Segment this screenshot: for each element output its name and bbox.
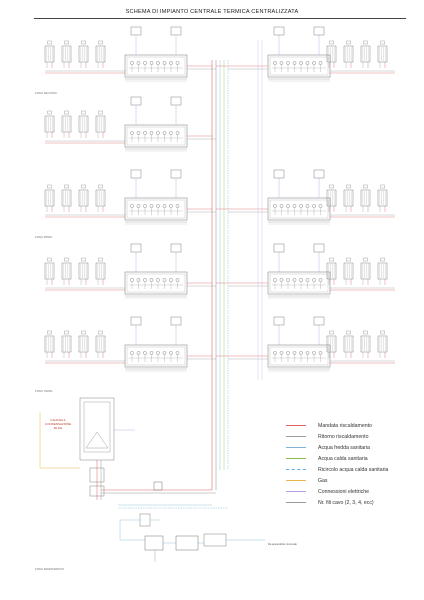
legend-item (286, 420, 416, 431)
unit-valve (150, 351, 153, 354)
unit-valve (312, 351, 315, 354)
meter-box (171, 97, 181, 105)
satellite-unit-left (125, 345, 187, 367)
unit-valve (286, 351, 289, 354)
legend-swatch (286, 491, 306, 492)
radiator (378, 336, 387, 352)
radiator-valve (364, 41, 368, 44)
radiator-valve (99, 185, 103, 188)
unit-valve (299, 61, 302, 64)
unit-valve (143, 278, 146, 281)
radiator (327, 336, 336, 352)
radiator-valve (347, 185, 351, 188)
legend-swatch (286, 458, 306, 459)
floor-label-middle: PIANO PRIMO (35, 236, 53, 239)
boiler-label-line: 60 kW (53, 426, 63, 430)
radiator-valve (82, 111, 86, 114)
radiator (62, 46, 71, 62)
floor-label-top: PIANO SECONDO (35, 92, 57, 95)
legend-label: Connessioni elettriche (318, 488, 370, 495)
unit-valve (299, 351, 302, 354)
unit-valve (163, 204, 166, 207)
unit-valve (319, 351, 322, 354)
unit-valve (306, 204, 309, 207)
radiator (361, 46, 370, 62)
unit-valve (143, 61, 146, 64)
radiator-valve (347, 41, 351, 44)
unit-valve (176, 61, 179, 64)
unit-valve (293, 204, 296, 207)
unit-valve (163, 351, 166, 354)
meter-box (171, 27, 181, 35)
satellite-unit-right (268, 345, 330, 367)
radiator-valve (82, 185, 86, 188)
water-meter-box (204, 534, 226, 546)
radiator-valve (330, 258, 334, 261)
unit-valve (156, 278, 159, 281)
unit-inner (127, 200, 185, 218)
legend-item (286, 431, 416, 442)
unit-valve (163, 61, 166, 64)
thermostat-box (274, 27, 284, 35)
radiator-valve (48, 185, 52, 188)
unit-valve (280, 278, 283, 281)
unit-valve (143, 351, 146, 354)
radiator-valve (364, 331, 368, 334)
radiator (327, 263, 336, 279)
unit-inner (270, 274, 328, 292)
unit-valve (156, 131, 159, 134)
radiator (344, 46, 353, 62)
unit-inner (127, 127, 185, 145)
radiator-valve (65, 258, 69, 261)
unit-valve (150, 204, 153, 207)
filter (140, 514, 150, 526)
page-title: SCHEMA DI IMPIANTO CENTRALE TERMICA CENTRALIZZATA (125, 9, 299, 15)
unit-valve (169, 131, 172, 134)
radiator (327, 46, 336, 62)
radiator (344, 336, 353, 352)
radiator (79, 263, 88, 279)
unit-valve (176, 278, 179, 281)
unit-valve (319, 278, 322, 281)
radiator (62, 116, 71, 132)
radiator-valve (99, 331, 103, 334)
meter-box (314, 317, 324, 325)
radiator-valve (48, 331, 52, 334)
flow-meter (154, 482, 162, 490)
unit-valve (130, 278, 133, 281)
radiator-valve (82, 41, 86, 44)
thermostat-box (131, 170, 141, 178)
meter-box (171, 244, 181, 252)
unit-valve (143, 204, 146, 207)
unit-valve (319, 61, 322, 64)
satellite-unit-right (268, 198, 330, 220)
legend-item (286, 475, 416, 486)
legend-item (286, 497, 416, 508)
unit-valve (306, 278, 309, 281)
radiator-valve (364, 258, 368, 261)
unit-valve (312, 61, 315, 64)
boiler-label-line: CALDAIA A (50, 418, 66, 422)
satellite-unit-left (125, 125, 187, 147)
radiator (79, 46, 88, 62)
unit-valve (280, 351, 283, 354)
radiator-valve (330, 331, 334, 334)
radiator (378, 190, 387, 206)
unit-valve (286, 278, 289, 281)
radiator-valve (48, 111, 52, 114)
satellite-unit-right (268, 272, 330, 294)
legend-label: Nr. fili cavo (2, 3, 4, ecc) (318, 499, 374, 506)
unit-valve (280, 61, 283, 64)
radiator (344, 263, 353, 279)
radiator-valve (48, 258, 52, 261)
thermostat-box (274, 244, 284, 252)
radiator (79, 336, 88, 352)
unit-valve (293, 351, 296, 354)
unit-valve (137, 351, 140, 354)
thermostat-box (274, 317, 284, 325)
unit-valve (176, 131, 179, 134)
legend-label: Ritorno riscaldamento (318, 433, 369, 440)
floor-label-basement: PIANO SEMINTERRATO (35, 568, 65, 571)
legend (286, 420, 416, 508)
radiator (96, 263, 105, 279)
unit-valve (137, 204, 140, 207)
legend-swatch (286, 425, 306, 426)
unit-valve (306, 351, 309, 354)
water-supply-label: Da acquedotto comunale (268, 543, 297, 546)
unit-valve (169, 61, 172, 64)
meter-box (314, 244, 324, 252)
unit-valve (176, 204, 179, 207)
meter-box (171, 317, 181, 325)
unit-valve (312, 204, 315, 207)
legend-item (286, 453, 416, 464)
radiator (62, 336, 71, 352)
boiler-label-line: CONDENSAZIONE (44, 422, 72, 426)
unit-valve (143, 131, 146, 134)
unit-valve (319, 204, 322, 207)
unit-valve (130, 204, 133, 207)
unit-valve (163, 131, 166, 134)
radiator-valve (99, 41, 103, 44)
radiator (344, 190, 353, 206)
legend-swatch (286, 480, 306, 481)
radiator-valve (65, 111, 69, 114)
thermostat-box (131, 97, 141, 105)
radiator-valve (65, 331, 69, 334)
satellite-unit-left (125, 55, 187, 77)
unit-valve (273, 278, 276, 281)
legend-swatch (286, 502, 306, 503)
legend-swatch (286, 469, 306, 470)
radiator (45, 46, 54, 62)
thermostat-box (131, 27, 141, 35)
radiator-valve (65, 185, 69, 188)
radiator-valve (48, 41, 52, 44)
storage-tank (176, 536, 198, 550)
unit-valve (150, 131, 153, 134)
unit-valve (176, 351, 179, 354)
radiator (45, 190, 54, 206)
unit-valve (156, 61, 159, 64)
legend-swatch (286, 436, 306, 437)
boiler-label (28, 418, 88, 430)
unit-valve (312, 278, 315, 281)
radiator-valve (381, 258, 385, 261)
unit-valve (137, 131, 140, 134)
radiator-valve (347, 258, 351, 261)
radiator (96, 116, 105, 132)
radiator (361, 336, 370, 352)
radiator (361, 263, 370, 279)
legend-swatch (286, 447, 306, 448)
unit-inner (127, 274, 185, 292)
legend-label: Acqua fredda sanitaria (318, 444, 370, 451)
radiator (378, 263, 387, 279)
satellite-unit-left (125, 198, 187, 220)
unit-inner (270, 200, 328, 218)
floor-label-ground: PIANO TERRA (35, 390, 53, 393)
unit-valve (150, 61, 153, 64)
unit-inner (127, 57, 185, 75)
radiator (361, 190, 370, 206)
legend-label: Gas (318, 477, 328, 484)
unit-inner (127, 347, 185, 365)
meter-box (314, 27, 324, 35)
unit-valve (137, 278, 140, 281)
unit-inner (270, 347, 328, 365)
radiator (45, 263, 54, 279)
radiator (45, 336, 54, 352)
meter-box (171, 170, 181, 178)
unit-valve (156, 351, 159, 354)
unit-valve (273, 204, 276, 207)
unit-valve (130, 351, 133, 354)
unit-valve (286, 204, 289, 207)
radiator (62, 190, 71, 206)
meter-box (314, 170, 324, 178)
radiator-valve (330, 185, 334, 188)
unit-valve (169, 351, 172, 354)
legend-item (286, 464, 416, 475)
unit-valve (293, 278, 296, 281)
satellite-unit-left (125, 272, 187, 294)
unit-valve (156, 204, 159, 207)
radiator (96, 336, 105, 352)
legend-item (286, 442, 416, 453)
unit-valve (299, 278, 302, 281)
radiator (96, 46, 105, 62)
unit-valve (130, 131, 133, 134)
radiator-valve (381, 185, 385, 188)
unit-inner (270, 57, 328, 75)
unit-valve (286, 61, 289, 64)
unit-valve (130, 61, 133, 64)
legend-label: Ricircolo acqua calda sanitaria (318, 466, 389, 473)
radiator-valve (381, 41, 385, 44)
unit-valve (293, 61, 296, 64)
legend-label: Mandata riscaldamento (318, 422, 372, 429)
radiator (79, 190, 88, 206)
radiator (79, 116, 88, 132)
radiator (45, 116, 54, 132)
unit-valve (169, 278, 172, 281)
unit-valve (273, 61, 276, 64)
radiator-valve (82, 258, 86, 261)
radiator-valve (381, 331, 385, 334)
unit-valve (273, 351, 276, 354)
legend-item (286, 486, 416, 497)
radiator-valve (99, 111, 103, 114)
unit-valve (137, 61, 140, 64)
radiator-valve (364, 185, 368, 188)
softener (145, 536, 163, 550)
radiator-valve (99, 258, 103, 261)
radiator-valve (347, 331, 351, 334)
radiator-valve (82, 331, 86, 334)
radiator-valve (330, 41, 334, 44)
boiler-burner (86, 432, 108, 448)
radiator (96, 190, 105, 206)
unit-valve (163, 278, 166, 281)
thermostat-box (131, 244, 141, 252)
radiator-valve (65, 41, 69, 44)
thermostat-box (274, 170, 284, 178)
unit-valve (169, 204, 172, 207)
unit-valve (280, 204, 283, 207)
unit-valve (299, 204, 302, 207)
radiator (62, 263, 71, 279)
thermostat-box (131, 317, 141, 325)
unit-valve (150, 278, 153, 281)
satellite-unit-right (268, 55, 330, 77)
unit-valve (306, 61, 309, 64)
radiator (378, 46, 387, 62)
legend-label: Acqua calda sanitaria (318, 455, 368, 462)
